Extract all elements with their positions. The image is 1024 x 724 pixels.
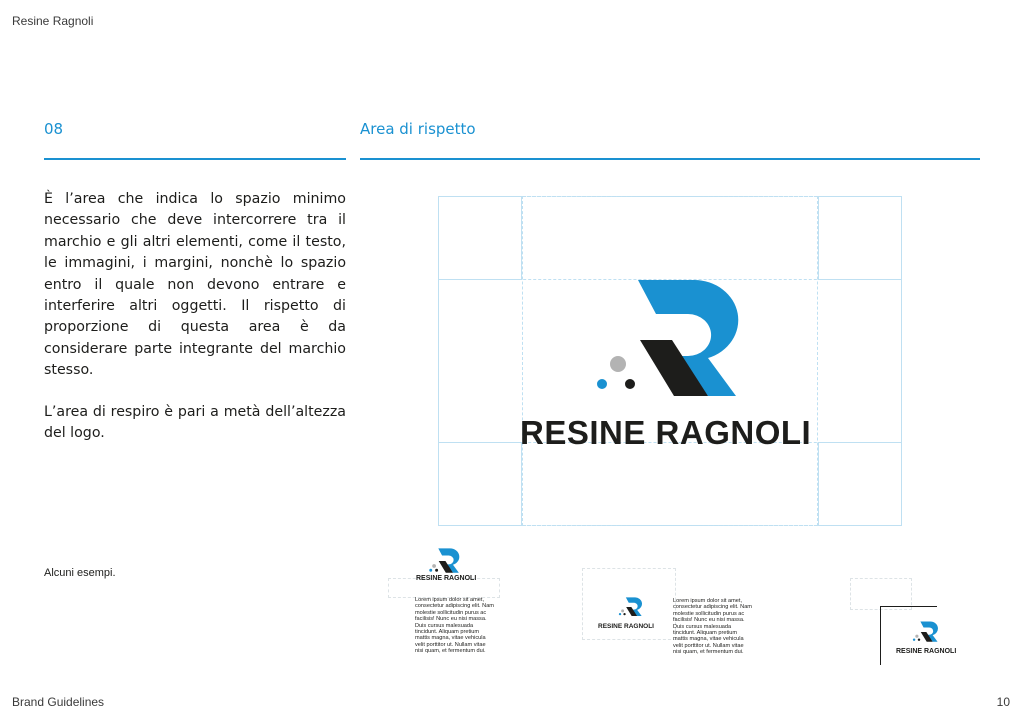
document-brand-name: Resine Ragnoli xyxy=(12,14,94,28)
example-2 xyxy=(590,568,770,678)
example-1-text: Lorem ipsum dolor sit amet, consectetur adipiscing elit. Nam molestie sollicitudin purus ac facilisis! Nunc eu nisi massa. Duis cursus malesuada tincidunt. Aliquam pretium mattis magna, vitae vehicula velit porttitor ut. Nullam vitae nisi quam, et fermentum dui. xyxy=(415,597,494,655)
example-3 xyxy=(850,578,970,668)
logo-wordmark: RESINE RAGNOLI xyxy=(520,414,812,451)
example-1-logo-mark xyxy=(428,548,462,574)
clear-space-box-top-right xyxy=(818,196,902,280)
body-text xyxy=(44,189,346,464)
clear-space-box-top-left xyxy=(438,196,522,280)
examples-caption: Alcuni esempi. xyxy=(44,567,116,579)
example-1 xyxy=(388,545,508,680)
example-2-wordmark: RESINE RAGNOLI xyxy=(598,623,654,630)
section-title: Area di rispetto xyxy=(360,120,476,138)
example-3-logo-mark xyxy=(912,621,940,643)
example-3-wordmark: RESINE RAGNOLI xyxy=(896,648,957,655)
section-number: 08 xyxy=(44,120,64,138)
example-2-logo-mark xyxy=(618,597,644,617)
body-paragraph-2: L’area di respiro è pari a metà dell’altezza del logo. xyxy=(44,403,346,442)
clear-space-diagram xyxy=(438,196,902,526)
clear-space-box-bottom-left xyxy=(438,442,522,526)
resine-ragnoli-logo-mark xyxy=(590,278,750,402)
page-number: 10 xyxy=(996,695,1010,709)
section-title-rule xyxy=(360,158,980,160)
section-number-rule xyxy=(44,158,346,160)
example-2-text: Lorem ipsum dolor sit amet, consectetur adipiscing elit. Nam molestie sollicitudin purus ac facilisis! Nunc eu nisi massa. Duis cursus malesuada tincidunt. Aliquam pretium mattis magna, vitae vehicula velit porttitor ut. Nullam vitae nisi quam, et fermentum dui. xyxy=(673,598,752,656)
clear-space-box-bottom-right xyxy=(818,442,902,526)
footer-label: Brand Guidelines xyxy=(12,695,105,709)
body-paragraph-1: È l’area che indica lo spazio minimo necessario che deve intercorrere tra il marchio e gli altri elementi, come il testo, le immagini, i margini, nonchè lo spazio entro il quale non devono entrare e interferire altri oggetti. Il rispetto di proporzione di questa area è da considerare parte integrante del marchio stesso. xyxy=(44,191,346,379)
example-1-wordmark: RESINE RAGNOLI xyxy=(416,575,477,582)
